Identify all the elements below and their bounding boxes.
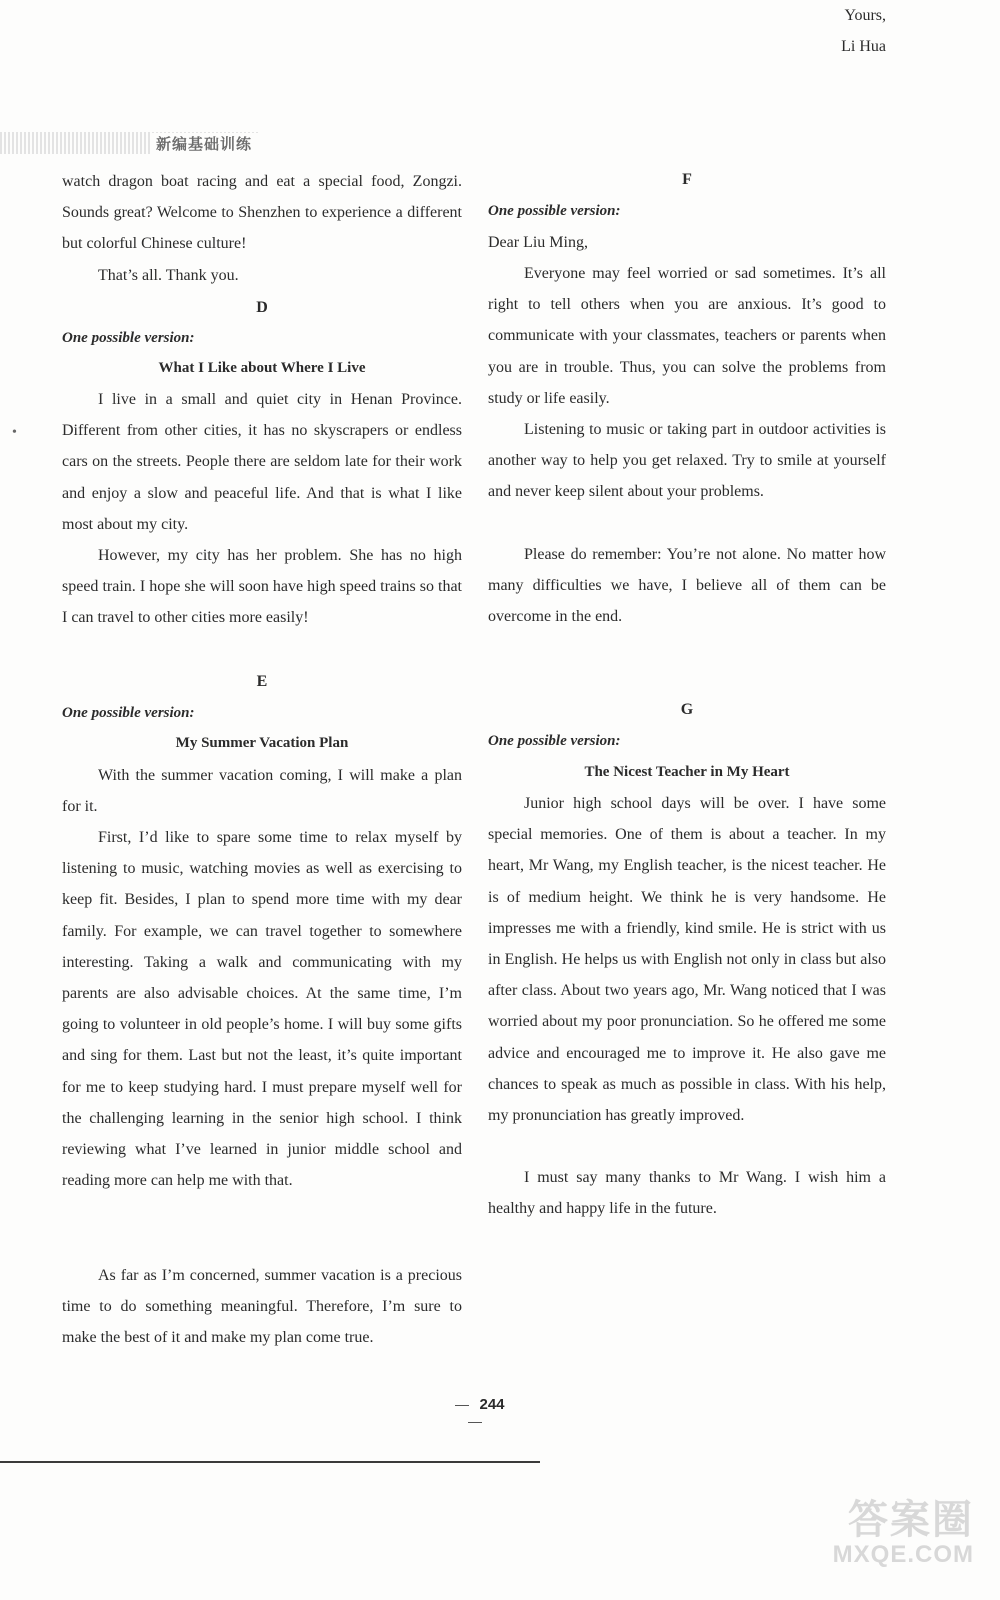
essay-paragraph-g1: Junior high school days will be over. I have some special memories. One of them is about a teacher. In my heart, Mr Wang, my English teacher, is the nicest teacher. He is of medium height. We think he is very handsome. He impresses me with a friendly, kind smile. He is strict with us in English. He helps us with English not only in class but also after class. About two years ago, Mr. Wang noticed that I was worried about my poor pronunciation. So he offered me some advice and encouraged me to improve it. He also gave me chances to speak as much as possible in class. With his help, my pronunciation has greatly improved. [488,795,886,1125]
version-label-g: One possible version: [488,733,621,749]
section-letter-f: F [682,171,692,188]
footer-rule [0,1461,540,1463]
watermark-url: MXQE.COM [832,1541,974,1568]
section-letter-e: E [256,673,268,690]
essay-paragraph-d2: However, my city has her problem. She has no high speed train. I hope she will soon have high speed trains so that I can travel to other cities more easily! [62,547,462,627]
essay-title-d: What I Like about Where I Live [158,360,366,376]
essay-paragraph-d1: I live in a small and quiet city in Henan Province. Different from other cities, it has no skyscrapers or endless cars on the streets. People there are seldom late for their work and enjoy a slow and peaceful life. And that is what I like most about my city. [62,391,462,533]
version-label-d: One possible version: [62,330,195,346]
version-label-f: One possible version: [488,203,621,219]
essay-paragraph-e1: With the summer vacation coming, I will make a plan for it. [62,767,462,816]
version-label-e: One possible version: [62,705,195,721]
letter-closing: Yours, [844,7,886,24]
essay-title-e: My Summer Vacation Plan [175,735,349,751]
continuation-paragraph: watch dragon boat racing and eat a special food, Zongzi. Sounds great? Welcome to Shenzhen to experience a different but colorful Chinese culture! [62,173,462,253]
letter-paragraph-f2: Listening to music or taking part in outdoor activities is another way to help you get relaxed. Try to smile at yourself and never keep silent about your problems. [488,421,886,501]
section-letter-d: D [256,299,268,316]
letter-signature: Li Hua [841,38,886,55]
essay-paragraph-e2: First, I’d like to spare some time to relax myself by listening to music, watching movies as well as exercising to keep fit. Besides, I plan to spend more time with my dear family. For example, we can travel together to somewhere interesting. Taking a walk and communicating with my parents are also advisable choices. At the same time, I’m going to volunteer in old people’s home. I will buy some gifts and sing for them. Last but not the least, it’s quite important for me to keep studying hard. I must prepare myself well for the challenging learning in the senior high school. I think reviewing what I’ve learned in junior middle school and reading more can help me with that. [62,829,462,1190]
right-column [488,0,886,1218]
closing-remark: That’s all. Thank you. [98,267,239,284]
letter-paragraph-f1: Everyone may feel worried or sad sometimes. It’s all right to tell others when you are anxious. It’s good to communicate with your classmates, teachers or parents when you are in trouble. Thus, you can solve the problems from study or life easily. [488,265,886,407]
site-watermark [744,1498,974,1568]
essay-paragraph-e3: As far as I’m concerned, summer vacation is a precious time to do something meaningful. Therefore, I’m sure to make the best of it and make my plan come true. [62,1267,462,1347]
section-letter-g: G [680,701,694,718]
essay-title-g: The Nicest Teacher in My Heart [584,764,790,780]
letter-salutation: Dear Liu Ming, [488,234,588,251]
page-number: 244 [430,1396,520,1430]
margin-mark: • [12,425,17,440]
book-title: 新编基础训练 [150,133,258,154]
watermark-logo-text: 答案圈 [848,1498,974,1542]
letter-paragraph-f3: Please do remember: You’re not alone. No matter how many difficulties we have, I believe all of them can be overcome in the end. [488,546,886,626]
essay-paragraph-g2: I must say many thanks to Mr Wang. I wish him a healthy and happy life in the future. [488,1169,886,1218]
